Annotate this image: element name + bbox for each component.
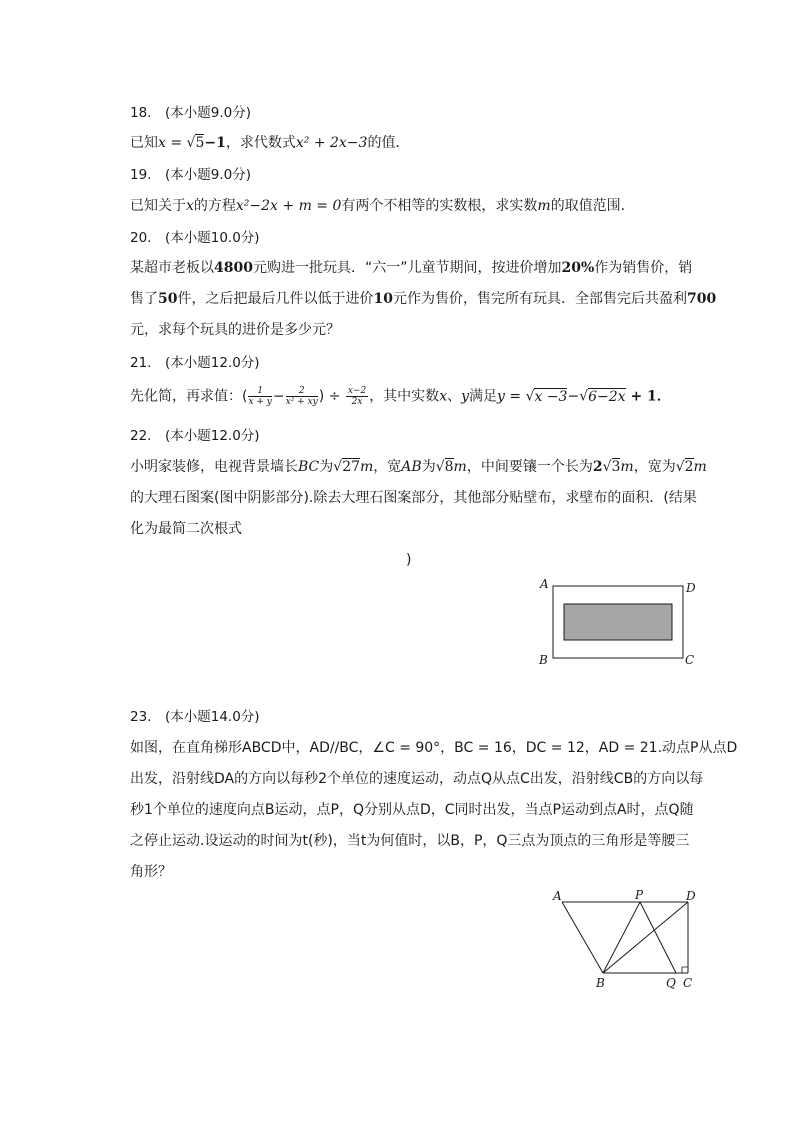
q21-text-part: 满足 <box>469 388 498 405</box>
fraction-numerator: x−2 <box>347 386 367 396</box>
q21-text-part: 、 <box>447 388 462 405</box>
fraction-numerator: 1 <box>248 386 271 397</box>
sqrt-sign: √ <box>675 459 685 475</box>
q22-text-part: ，宽为 <box>633 459 676 475</box>
q21-text <box>130 386 671 407</box>
sqrt-sign: √ <box>602 459 612 475</box>
q21-radicand: 6−2x <box>588 388 626 405</box>
q20-number: 20% <box>561 260 595 276</box>
label-D: D <box>686 581 696 595</box>
q18-text-part: ，求代数式 <box>225 135 296 151</box>
q23-line-2: 出发，沿射线DA的方向以每秒2个单位的速度运动，动点Q从点C出发，沿射线CB的方向以每 <box>130 771 704 787</box>
segment-AB <box>562 902 603 973</box>
q19-math: x²−2x + m = 0 <box>235 198 342 214</box>
q23-line-3: 秒1个单位的速度向点B运动，点P，Q分别从点D，C同时出发，当点P运动到点A时，点Q随 <box>130 802 694 818</box>
sqrt-sign: √ <box>579 388 589 405</box>
q19-text-part: 已知关于 <box>130 198 186 214</box>
q22-header: 22. (本小题12.0分) <box>130 428 260 444</box>
minus-sign: − <box>567 388 580 405</box>
q23-header: 23. (本小题14.0分) <box>130 709 260 725</box>
sqrt-sign: √ <box>186 135 196 151</box>
q22-text-part: 为 <box>319 459 334 475</box>
q20-text-part: 售了 <box>130 291 158 307</box>
label-C: C <box>683 976 693 990</box>
q21-text-part: ，其中实数 <box>369 388 440 405</box>
q22-number: 2 <box>592 459 603 475</box>
q21-math: y <box>461 388 470 405</box>
q22-line-3: 化为最简二次根式 <box>130 521 242 537</box>
q21-text-part: 先化简，再求值：( <box>130 388 248 405</box>
fraction-numerator: 2 <box>286 386 318 397</box>
q22-math: AB <box>401 459 422 475</box>
q20-number: 50 <box>158 291 178 307</box>
q19-math: m <box>537 198 551 214</box>
q23-line-4: 之停止运动.设运动的时间为t(秒)，当t为何值时，以B，P，Q三点为顶点的三角形是等腰三 <box>130 833 690 849</box>
q18-text-part: 已知 <box>130 135 158 151</box>
q20-line-1 <box>130 258 692 278</box>
segment-PB <box>603 902 640 973</box>
marble-pattern <box>564 604 672 640</box>
fraction <box>286 386 318 407</box>
sqrt-sign: √ <box>333 459 343 475</box>
q23-line-5: 角形？ <box>130 864 172 880</box>
q21-header: 21. (本小题12.0分) <box>130 355 260 371</box>
q18-math: ² + 2x−3 <box>303 135 368 151</box>
label-A: A <box>553 889 562 903</box>
q21-text-part: + 1． <box>625 388 671 405</box>
q23-trapezoid-figure <box>548 886 708 996</box>
q20-number: 4800 <box>214 260 253 276</box>
fraction-denominator: x² + xy <box>285 397 318 407</box>
q22-line-4: ) <box>406 552 412 568</box>
q22-text-part: ，中间要镶一个长为 <box>466 459 593 475</box>
q22-line-1 <box>130 457 707 477</box>
q19-text <box>130 196 635 216</box>
label-B: B <box>539 653 548 667</box>
q18-text <box>130 133 409 153</box>
q18-math: −1 <box>204 135 226 151</box>
label-Q: Q <box>666 976 676 990</box>
q22-radicand: 27 <box>342 459 361 475</box>
minus-sign: − <box>272 388 285 405</box>
q19-math: x <box>186 198 194 214</box>
q20-text-part: 元购进一批玩具．“六一”儿童节期间，按进价增加 <box>252 260 562 276</box>
q22-math: BC <box>298 459 320 475</box>
q22-radicand: 2 <box>684 459 694 475</box>
q22-text-part: 小明家装修，电视背景墙长 <box>130 459 298 475</box>
q19-text-part: 有两个不相等的实数根，求实数 <box>341 198 538 214</box>
q20-text-part: 元作为售价，售完所有玩具．全部售完后共盈利 <box>392 291 687 307</box>
q19-text-part: 的方程 <box>193 198 236 214</box>
q18-text-part: 的值． <box>367 135 410 151</box>
q22-math: m <box>453 459 467 475</box>
q22-text-part: 为 <box>421 459 436 475</box>
q21-math: y = <box>497 388 526 405</box>
q20-text-part: 件，之后把最后几件以低于进价 <box>177 291 374 307</box>
label-D: D <box>686 889 696 903</box>
q22-math: m <box>620 459 634 475</box>
fraction-denominator: 2x <box>351 397 363 407</box>
label-C: C <box>685 653 695 667</box>
q18-header: 18. (本小题9.0分) <box>130 105 251 121</box>
label-A: A <box>540 577 549 591</box>
q20-header: 20. (本小题10.0分) <box>130 230 260 246</box>
fraction <box>346 386 368 407</box>
q21-text-part: ) ÷ <box>318 388 345 405</box>
q20-text-part: 作为销售价，销 <box>594 260 693 276</box>
q22-line-2: 的大理石图案(图中阴影部分).除去大理石图案部分，其他部分贴壁布，求壁布的面积．(结果 <box>130 490 697 506</box>
q20-line-3: 元，求每个玩具的进价是多少元？ <box>130 322 340 338</box>
fraction <box>248 386 271 407</box>
q22-text-part: ，宽 <box>373 459 402 475</box>
q18-radicand: 5 <box>195 135 205 151</box>
sqrt-sign: √ <box>525 388 535 405</box>
q19-text-part: 的取值范围． <box>550 198 635 214</box>
q20-number: 10 <box>373 291 393 307</box>
right-angle-mark <box>682 967 688 973</box>
q21-math: x <box>439 388 448 405</box>
q20-line-2 <box>130 289 716 309</box>
label-B: B <box>596 976 605 990</box>
q20-number: 700 <box>686 291 717 307</box>
q23-line-1: 如图，在直角梯形ABCD中，AD//BC，∠C = 90°，BC = 16，DC = 12，AD = 21.动点P从点D <box>130 740 738 756</box>
q21-radicand: x −3 <box>534 388 568 405</box>
q22-math: m <box>360 459 374 475</box>
q18-math: x = <box>158 135 187 151</box>
q22-wall-figure <box>530 572 705 672</box>
q19-header: 19. (本小题9.0分) <box>130 167 251 183</box>
label-P: P <box>635 888 644 902</box>
q22-math: m <box>693 459 707 475</box>
q22-radicand: 3 <box>611 459 621 475</box>
sqrt-sign: √ <box>435 459 445 475</box>
q18-math: x <box>295 135 304 151</box>
q20-text-part: 某超市老板以 <box>130 260 214 276</box>
q22-radicand: 8 <box>444 459 454 475</box>
fraction-denominator: x + y <box>248 397 272 407</box>
